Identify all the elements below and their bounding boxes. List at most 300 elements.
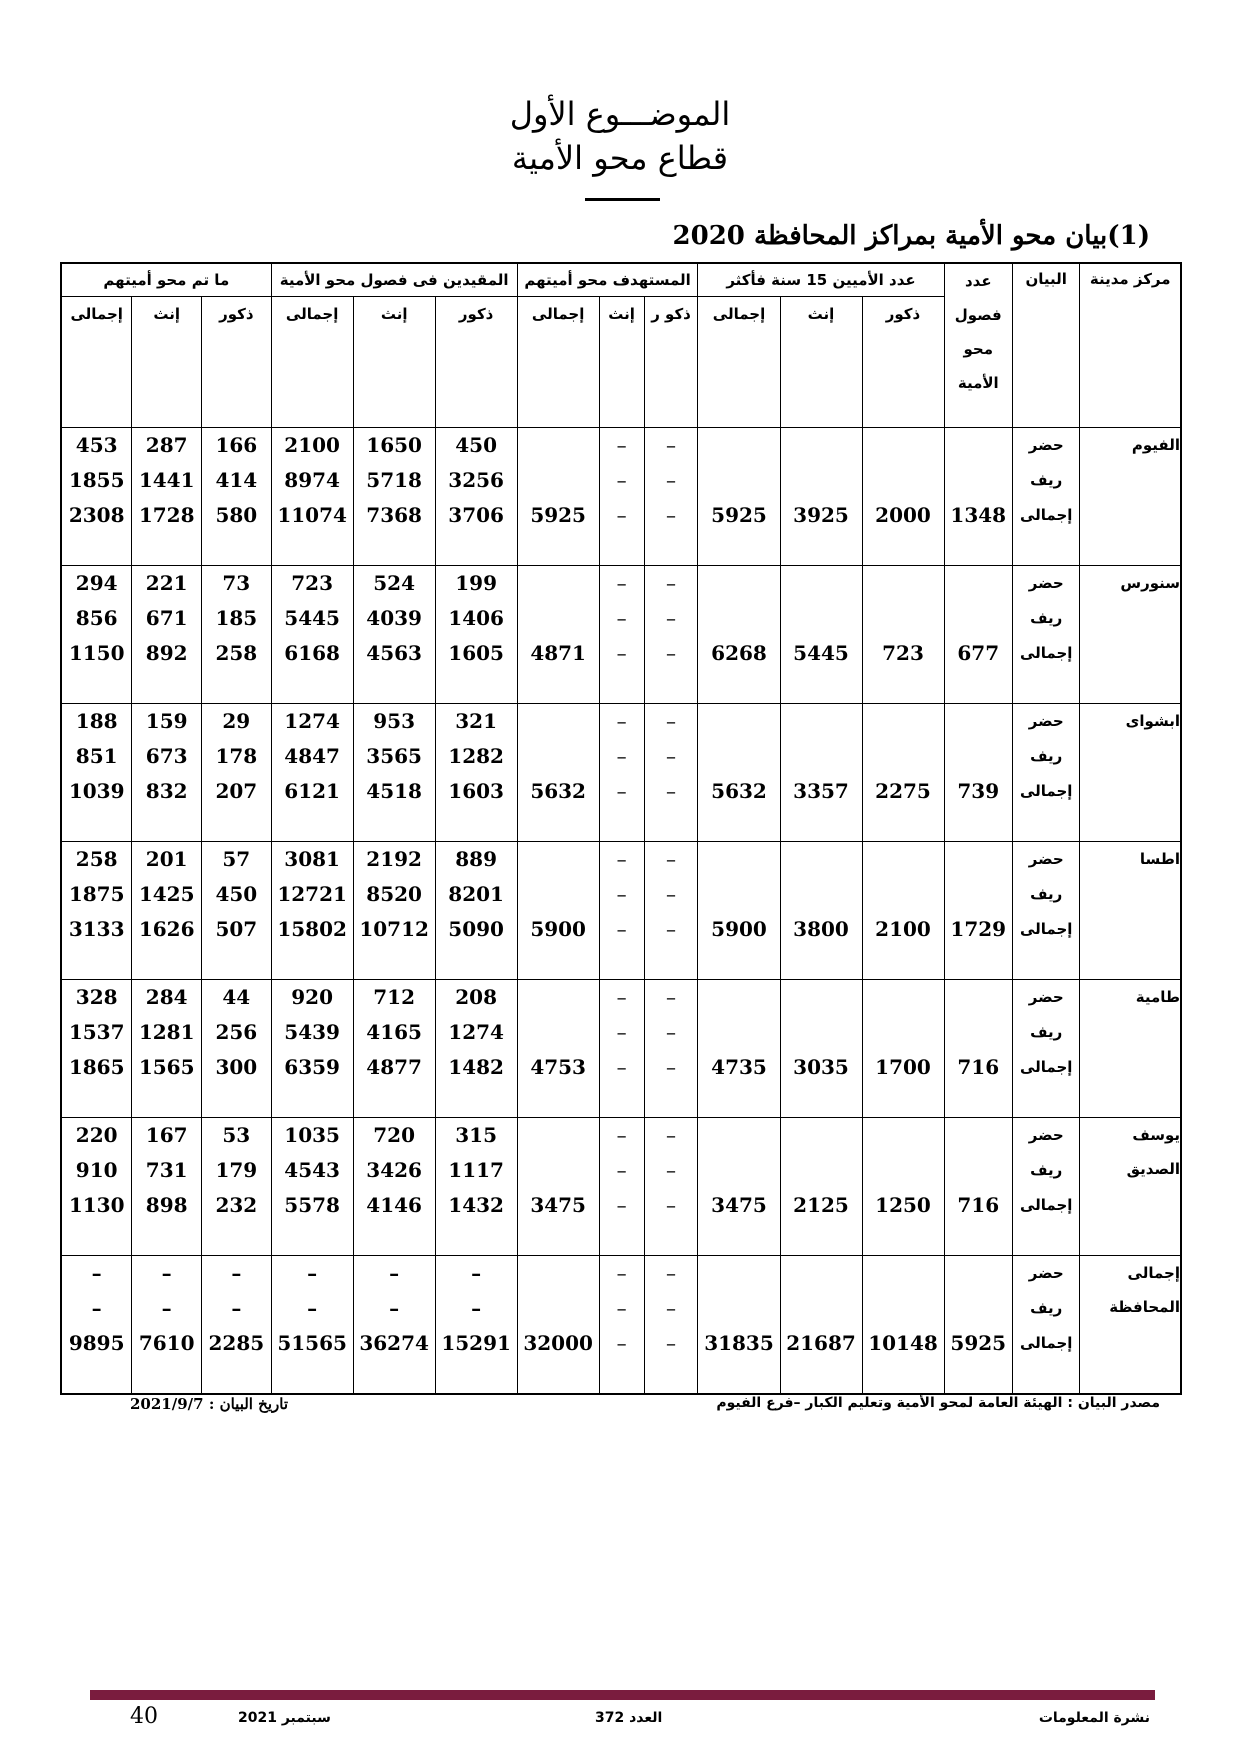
cell-value bbox=[781, 428, 862, 463]
illiterates-male bbox=[862, 566, 944, 704]
cell-value bbox=[698, 566, 779, 601]
done-female bbox=[132, 980, 202, 1118]
cell-value: 1282 bbox=[448, 744, 504, 768]
cell-value: 8201 bbox=[448, 882, 504, 906]
cell-value: 4753 bbox=[530, 1055, 586, 1079]
illiterates-total bbox=[698, 704, 780, 842]
cell-value bbox=[518, 1256, 599, 1291]
cell-value: 6359 bbox=[284, 1055, 340, 1079]
cell-value: 851 bbox=[75, 744, 118, 768]
cell-value: 5925 bbox=[530, 503, 586, 527]
cell-value: 1274 bbox=[448, 1020, 504, 1044]
cell-value bbox=[863, 428, 944, 463]
cell-value bbox=[698, 1015, 779, 1050]
cell-value: 5718 bbox=[366, 468, 422, 492]
center-name: الفيوم bbox=[1080, 428, 1181, 566]
cell-value: 294 bbox=[75, 571, 118, 595]
center-name: إجمالى المحافظة bbox=[1080, 1256, 1181, 1395]
cell-value: 3475 bbox=[530, 1193, 586, 1217]
cell-value: 4518 bbox=[366, 779, 422, 803]
cell-value: 892 bbox=[145, 641, 188, 665]
cell-value: – bbox=[666, 1296, 677, 1320]
cell-value bbox=[863, 566, 944, 601]
cell-value: 898 bbox=[145, 1193, 188, 1217]
done-male bbox=[202, 566, 272, 704]
cell-value bbox=[863, 1153, 944, 1188]
cell-value bbox=[518, 1015, 599, 1050]
cell-value: 1603 bbox=[448, 779, 504, 803]
cell-value: 207 bbox=[215, 779, 258, 803]
subheader-total: إجمالى bbox=[61, 297, 132, 428]
target-male bbox=[644, 1256, 698, 1395]
done-male bbox=[202, 704, 272, 842]
done-female bbox=[132, 1118, 202, 1256]
header-classes-count: عدد فصول محو الأمية bbox=[944, 263, 1013, 428]
cell-value: 832 bbox=[145, 779, 188, 803]
cell-value bbox=[518, 980, 599, 1015]
cell-value: 188 bbox=[75, 709, 118, 733]
cell-value: – bbox=[616, 641, 627, 665]
cell-value: – bbox=[616, 503, 627, 527]
cell-value: 44 bbox=[222, 985, 251, 1009]
cell-value: 7610 bbox=[138, 1331, 195, 1355]
page-title: الموضـــوع الأول bbox=[509, 95, 731, 133]
cell-value: 5925 bbox=[711, 503, 767, 527]
header-enrolled: المقيدين فى فصول محو الأمية bbox=[271, 263, 517, 297]
cell-value: إجمالى bbox=[1019, 1196, 1073, 1214]
enrolled-female bbox=[353, 1118, 435, 1256]
cell-value: – bbox=[616, 1158, 627, 1182]
cell-value: 15291 bbox=[441, 1331, 511, 1355]
classes-count bbox=[944, 704, 1013, 842]
cell-value: 3706 bbox=[448, 503, 504, 527]
cell-value bbox=[698, 739, 779, 774]
cell-value: 179 bbox=[215, 1158, 258, 1182]
subheader-female: إنث bbox=[780, 297, 862, 428]
cell-value: – bbox=[389, 1261, 400, 1285]
cell-value bbox=[518, 739, 599, 774]
cell-value: ريف bbox=[1030, 747, 1063, 765]
table-row bbox=[61, 1256, 1181, 1395]
header-statement: البيان bbox=[1013, 263, 1080, 428]
cell-value: 5900 bbox=[711, 917, 767, 941]
illiterates-female bbox=[780, 842, 862, 980]
cell-value: إجمالى bbox=[1019, 782, 1073, 800]
target-female bbox=[599, 704, 644, 842]
cell-value bbox=[945, 1256, 1013, 1291]
cell-value: 677 bbox=[957, 641, 1000, 665]
cell-value: 4871 bbox=[530, 641, 586, 665]
cell-value: 51565 bbox=[277, 1331, 347, 1355]
cell-value: – bbox=[666, 917, 677, 941]
illiterates-male bbox=[862, 1118, 944, 1256]
cell-value: – bbox=[666, 779, 677, 803]
cell-value: 1406 bbox=[448, 606, 504, 630]
cell-value: – bbox=[616, 1123, 627, 1147]
illiterates-female bbox=[780, 704, 862, 842]
cell-value: حضر bbox=[1028, 712, 1064, 730]
cell-value: – bbox=[616, 606, 627, 630]
enrolled-male bbox=[435, 842, 517, 980]
done-female bbox=[132, 704, 202, 842]
cell-value: 3357 bbox=[793, 779, 849, 803]
cell-value: 6268 bbox=[711, 641, 767, 665]
cell-value: 1441 bbox=[138, 468, 195, 492]
target-male bbox=[644, 704, 698, 842]
cell-value bbox=[518, 704, 599, 739]
cell-value: 3800 bbox=[793, 917, 849, 941]
subheader-male: ذكور bbox=[435, 297, 517, 428]
enrolled-female bbox=[353, 566, 435, 704]
cell-value bbox=[518, 428, 599, 463]
cell-value: 739 bbox=[957, 779, 1000, 803]
table-row bbox=[61, 980, 1181, 1118]
cell-value bbox=[781, 980, 862, 1015]
cell-value bbox=[945, 601, 1013, 636]
cell-value bbox=[781, 463, 862, 498]
target-total bbox=[517, 980, 599, 1118]
cell-value bbox=[698, 463, 779, 498]
cell-value: – bbox=[389, 1296, 400, 1320]
target-male bbox=[644, 980, 698, 1118]
cell-value: 1130 bbox=[68, 1193, 125, 1217]
cell-value bbox=[698, 980, 779, 1015]
cell-value: 1605 bbox=[448, 641, 504, 665]
target-female bbox=[599, 566, 644, 704]
target-female bbox=[599, 428, 644, 566]
subheader-total: إجمالى bbox=[517, 297, 599, 428]
cell-value: 21687 bbox=[786, 1331, 856, 1355]
cell-value bbox=[698, 1291, 779, 1326]
cell-value: – bbox=[471, 1261, 482, 1285]
cell-value: حضر bbox=[1028, 574, 1064, 592]
cell-value bbox=[781, 739, 862, 774]
cell-value bbox=[518, 566, 599, 601]
cell-value: 57 bbox=[222, 847, 251, 871]
cell-value: 1865 bbox=[68, 1055, 125, 1079]
done-total bbox=[61, 1118, 132, 1256]
table-caption: (1)بيان محو الأمية بمراكز المحافظة 2020 bbox=[672, 221, 1150, 251]
cell-value: – bbox=[471, 1296, 482, 1320]
cell-value: – bbox=[307, 1261, 318, 1285]
cell-value: 1274 bbox=[284, 709, 340, 733]
cell-value bbox=[863, 842, 944, 877]
cell-value: 716 bbox=[957, 1055, 1000, 1079]
cell-value bbox=[518, 842, 599, 877]
cell-value: 5578 bbox=[284, 1193, 340, 1217]
cell-value: 287 bbox=[145, 433, 188, 457]
done-male bbox=[202, 842, 272, 980]
cell-value: 221 bbox=[145, 571, 188, 595]
page-number: 40 bbox=[130, 1704, 158, 1729]
cell-value: 220 bbox=[75, 1123, 118, 1147]
done-total bbox=[61, 842, 132, 980]
cell-value: 10712 bbox=[359, 917, 429, 941]
enrolled-male bbox=[435, 428, 517, 566]
cell-value: – bbox=[616, 1020, 627, 1044]
enrolled-female bbox=[353, 428, 435, 566]
cell-value: إجمالى bbox=[1019, 1058, 1073, 1076]
cell-value: 889 bbox=[455, 847, 498, 871]
cell-value: 258 bbox=[215, 641, 258, 665]
cell-value: ريف bbox=[1030, 1023, 1063, 1041]
cell-value: إجمالى bbox=[1019, 1334, 1073, 1352]
cell-value: 2192 bbox=[366, 847, 422, 871]
classes-count bbox=[944, 980, 1013, 1118]
cell-value: 4165 bbox=[366, 1020, 422, 1044]
cell-value bbox=[945, 428, 1013, 463]
cell-value: ريف bbox=[1030, 609, 1063, 627]
cell-value: 4877 bbox=[366, 1055, 422, 1079]
cell-value: 1039 bbox=[68, 779, 125, 803]
cell-value: – bbox=[616, 709, 627, 733]
illiterates-female bbox=[780, 1256, 862, 1395]
cell-value: 5445 bbox=[793, 641, 849, 665]
enrolled-total bbox=[271, 980, 353, 1118]
cell-value: 9895 bbox=[68, 1331, 125, 1355]
cell-value: – bbox=[616, 779, 627, 803]
cell-value: 1565 bbox=[138, 1055, 195, 1079]
illiterates-total bbox=[698, 1118, 780, 1256]
cell-value bbox=[518, 601, 599, 636]
subheader-total: إجمالى bbox=[271, 297, 353, 428]
cell-value bbox=[863, 1291, 944, 1326]
done-male bbox=[202, 1256, 272, 1395]
cell-value: 720 bbox=[373, 1123, 416, 1147]
cell-value: – bbox=[666, 1158, 677, 1182]
cell-value: 1250 bbox=[875, 1193, 931, 1217]
subheader-male: ذكور bbox=[202, 297, 272, 428]
cell-value bbox=[518, 1291, 599, 1326]
cell-value: 1281 bbox=[138, 1020, 195, 1044]
table-row bbox=[61, 428, 1181, 566]
cell-value bbox=[781, 566, 862, 601]
cell-value: 3133 bbox=[68, 917, 125, 941]
enrolled-female bbox=[353, 842, 435, 980]
row-labels bbox=[1013, 428, 1080, 566]
cell-value: – bbox=[616, 468, 627, 492]
cell-value: – bbox=[616, 882, 627, 906]
source-note: مصدر البيان : الهيئة العامة لمحو الأمية وتعليم الكبار –فرع الفيوم bbox=[716, 1395, 1160, 1411]
header-target: المستهدف محو أميتهم bbox=[517, 263, 698, 297]
cell-value: 53 bbox=[222, 1123, 251, 1147]
cell-value: 580 bbox=[215, 503, 258, 527]
classes-count bbox=[944, 428, 1013, 566]
done-female bbox=[132, 842, 202, 980]
cell-value: 258 bbox=[75, 847, 118, 871]
cell-value: 1700 bbox=[875, 1055, 931, 1079]
enrolled-male bbox=[435, 704, 517, 842]
cell-value bbox=[781, 877, 862, 912]
cell-value: – bbox=[616, 1193, 627, 1217]
center-name: ابشواى bbox=[1080, 704, 1181, 842]
target-total bbox=[517, 1256, 599, 1395]
cell-value: – bbox=[616, 917, 627, 941]
cell-value: 450 bbox=[455, 433, 498, 457]
enrolled-male bbox=[435, 1256, 517, 1395]
cell-value: 1432 bbox=[448, 1193, 504, 1217]
done-female bbox=[132, 428, 202, 566]
cell-value: 5925 bbox=[950, 1331, 1007, 1355]
cell-value: 1728 bbox=[138, 503, 195, 527]
target-male bbox=[644, 566, 698, 704]
cell-value bbox=[518, 1118, 599, 1153]
cell-value bbox=[698, 1153, 779, 1188]
cell-value bbox=[781, 1015, 862, 1050]
cell-value: – bbox=[616, 1261, 627, 1285]
cell-value bbox=[698, 601, 779, 636]
cell-value: – bbox=[616, 985, 627, 1009]
illiterates-total bbox=[698, 428, 780, 566]
row-labels bbox=[1013, 704, 1080, 842]
enrolled-male bbox=[435, 980, 517, 1118]
cell-value: 159 bbox=[145, 709, 188, 733]
enrolled-male bbox=[435, 566, 517, 704]
cell-value bbox=[698, 842, 779, 877]
cell-value: 2285 bbox=[208, 1331, 265, 1355]
cell-value: 671 bbox=[145, 606, 188, 630]
cell-value: – bbox=[307, 1296, 318, 1320]
cell-value bbox=[945, 1291, 1013, 1326]
header-illiterates: عدد الأميين 15 سنة فأكثر bbox=[698, 263, 944, 297]
table-row bbox=[61, 842, 1181, 980]
date-note: تاريخ البيان : 2021/9/7 bbox=[130, 1395, 289, 1413]
cell-value: 507 bbox=[215, 917, 258, 941]
enrolled-total bbox=[271, 566, 353, 704]
cell-value: 1035 bbox=[284, 1123, 340, 1147]
cell-value: – bbox=[616, 571, 627, 595]
cell-value bbox=[518, 1153, 599, 1188]
target-male bbox=[644, 428, 698, 566]
cell-value bbox=[863, 980, 944, 1015]
cell-value bbox=[945, 1118, 1013, 1153]
cell-value: 920 bbox=[291, 985, 334, 1009]
enrolled-total bbox=[271, 704, 353, 842]
center-name: طامية bbox=[1080, 980, 1181, 1118]
cell-value bbox=[945, 566, 1013, 601]
cell-value: 1729 bbox=[950, 917, 1007, 941]
cell-value: 5632 bbox=[711, 779, 767, 803]
done-male bbox=[202, 980, 272, 1118]
cell-value: – bbox=[161, 1261, 172, 1285]
cell-value bbox=[698, 1118, 779, 1153]
cell-value: – bbox=[91, 1261, 102, 1285]
cell-value: 4146 bbox=[366, 1193, 422, 1217]
done-female bbox=[132, 1256, 202, 1395]
cell-value: حضر bbox=[1028, 988, 1064, 1006]
cell-value: 185 bbox=[215, 606, 258, 630]
cell-value: ريف bbox=[1030, 885, 1063, 903]
cell-value: 10148 bbox=[868, 1331, 938, 1355]
enrolled-male bbox=[435, 1118, 517, 1256]
cell-value: – bbox=[231, 1261, 242, 1285]
cell-value: 673 bbox=[145, 744, 188, 768]
cell-value: 3426 bbox=[366, 1158, 422, 1182]
done-total bbox=[61, 980, 132, 1118]
cell-value: 524 bbox=[373, 571, 416, 595]
done-total bbox=[61, 704, 132, 842]
cell-value: – bbox=[666, 1261, 677, 1285]
cell-value bbox=[945, 704, 1013, 739]
target-female bbox=[599, 1256, 644, 1395]
cell-value: 1425 bbox=[138, 882, 195, 906]
target-male bbox=[644, 842, 698, 980]
cell-value bbox=[945, 1153, 1013, 1188]
cell-value: 2275 bbox=[875, 779, 931, 803]
illiterates-total bbox=[698, 980, 780, 1118]
cell-value: إجمالى bbox=[1019, 920, 1073, 938]
cell-value: 300 bbox=[215, 1055, 258, 1079]
enrolled-total bbox=[271, 428, 353, 566]
done-total bbox=[61, 566, 132, 704]
cell-value bbox=[698, 704, 779, 739]
cell-value bbox=[945, 463, 1013, 498]
cell-value bbox=[863, 601, 944, 636]
cell-value: 8974 bbox=[284, 468, 340, 492]
cell-value bbox=[863, 1118, 944, 1153]
title-underline bbox=[585, 198, 660, 201]
cell-value: 321 bbox=[455, 709, 498, 733]
target-total bbox=[517, 704, 599, 842]
cell-value: ريف bbox=[1030, 1299, 1063, 1317]
header-center: مركز مدينة bbox=[1080, 263, 1181, 428]
cell-value: – bbox=[666, 1123, 677, 1147]
cell-value: – bbox=[666, 606, 677, 630]
footer-publication: نشرة المعلومات bbox=[1038, 1710, 1150, 1726]
cell-value: ريف bbox=[1030, 1161, 1063, 1179]
cell-value: 1855 bbox=[68, 468, 125, 492]
cell-value: 1348 bbox=[950, 503, 1007, 527]
cell-value bbox=[781, 704, 862, 739]
cell-value: 2100 bbox=[284, 433, 340, 457]
cell-value bbox=[863, 877, 944, 912]
cell-value: – bbox=[666, 1055, 677, 1079]
cell-value bbox=[781, 1153, 862, 1188]
cell-value bbox=[698, 1256, 779, 1291]
done-female bbox=[132, 566, 202, 704]
subheader-female: إنث bbox=[132, 297, 202, 428]
cell-value: – bbox=[666, 882, 677, 906]
page-subtitle: قطاع محو الأمية bbox=[511, 139, 729, 177]
cell-value: 2000 bbox=[875, 503, 931, 527]
cell-value: 2125 bbox=[793, 1193, 849, 1217]
cell-value: 414 bbox=[215, 468, 258, 492]
cell-value: حضر bbox=[1028, 850, 1064, 868]
cell-value: حضر bbox=[1028, 1126, 1064, 1144]
footer-bar bbox=[90, 1690, 1155, 1700]
enrolled-female bbox=[353, 704, 435, 842]
target-female bbox=[599, 980, 644, 1118]
cell-value: – bbox=[666, 571, 677, 595]
cell-value bbox=[698, 877, 779, 912]
cell-value: – bbox=[666, 468, 677, 492]
classes-count bbox=[944, 566, 1013, 704]
target-total bbox=[517, 1118, 599, 1256]
cell-value: – bbox=[161, 1296, 172, 1320]
subheader-male: ذكو ر bbox=[644, 297, 698, 428]
cell-value bbox=[945, 980, 1013, 1015]
target-female bbox=[599, 842, 644, 980]
subheader-female: إنث bbox=[599, 297, 644, 428]
cell-value: 12721 bbox=[277, 882, 347, 906]
row-labels bbox=[1013, 1256, 1080, 1395]
cell-value: 723 bbox=[291, 571, 334, 595]
cell-value: 31835 bbox=[704, 1331, 774, 1355]
cell-value: 8520 bbox=[366, 882, 422, 906]
cell-value: 4039 bbox=[366, 606, 422, 630]
cell-value: – bbox=[231, 1296, 242, 1320]
cell-value: 32000 bbox=[523, 1331, 593, 1355]
